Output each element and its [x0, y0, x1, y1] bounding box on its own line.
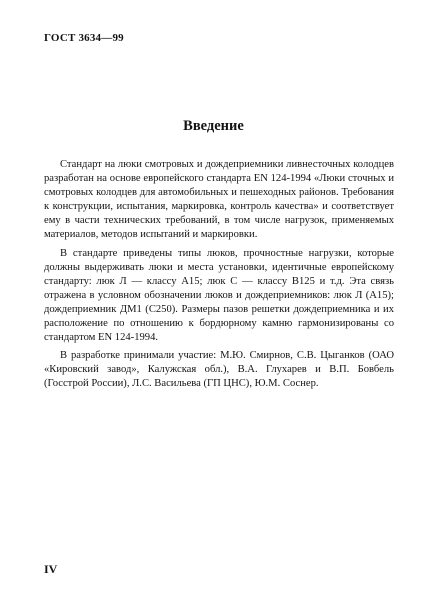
page-number: IV [44, 562, 58, 576]
paragraph-intro: Стандарт на люки смотровых и дождеприемники ливнесточных колодцев разработан на основе европейского стандарта EN 124-1994 «Люки сточных и смотровых колодцев для автомобильных и пешеходных районов. Требования к конструкции, испытания, маркировка, контроль качества» и соответствует ему в части технических требований, в том числе нагрузок, применяемых материалов, методов испытаний и маркировки. [44, 159, 394, 241]
paragraph-contributors: В разработке принимали участие: М.Ю. Смирнов, С.В. Цыганков (ОАО «Кировский завод», Калужская обл.), В.А. Глухарев и В.П. Бовбель (Госстрой России), Л.С. Васильева (ГП ЦНС), Ю.М. Соснер. [44, 350, 394, 390]
section-title: Введение [183, 118, 244, 134]
paragraph-types: В стандарте приведены типы люков, прочностные нагрузки, которые должны выдерживать люки и места установки, идентичные европейскому стандарту: люк Л — классу A15; люк С — классу B125 и т.д. Эта связь отражена в условном обозначении люков и дождеприемников: люк Л (A15); дождеприемник ДМ1 (С250). Размеры пазов решетки дождеприемника и их расположение по отношению к бордюрному камню гармонизированы со стандартом EN 124-1994. [44, 247, 394, 344]
document-header: ГОСТ 3634—99 [44, 32, 124, 44]
section-body [44, 158, 394, 396]
